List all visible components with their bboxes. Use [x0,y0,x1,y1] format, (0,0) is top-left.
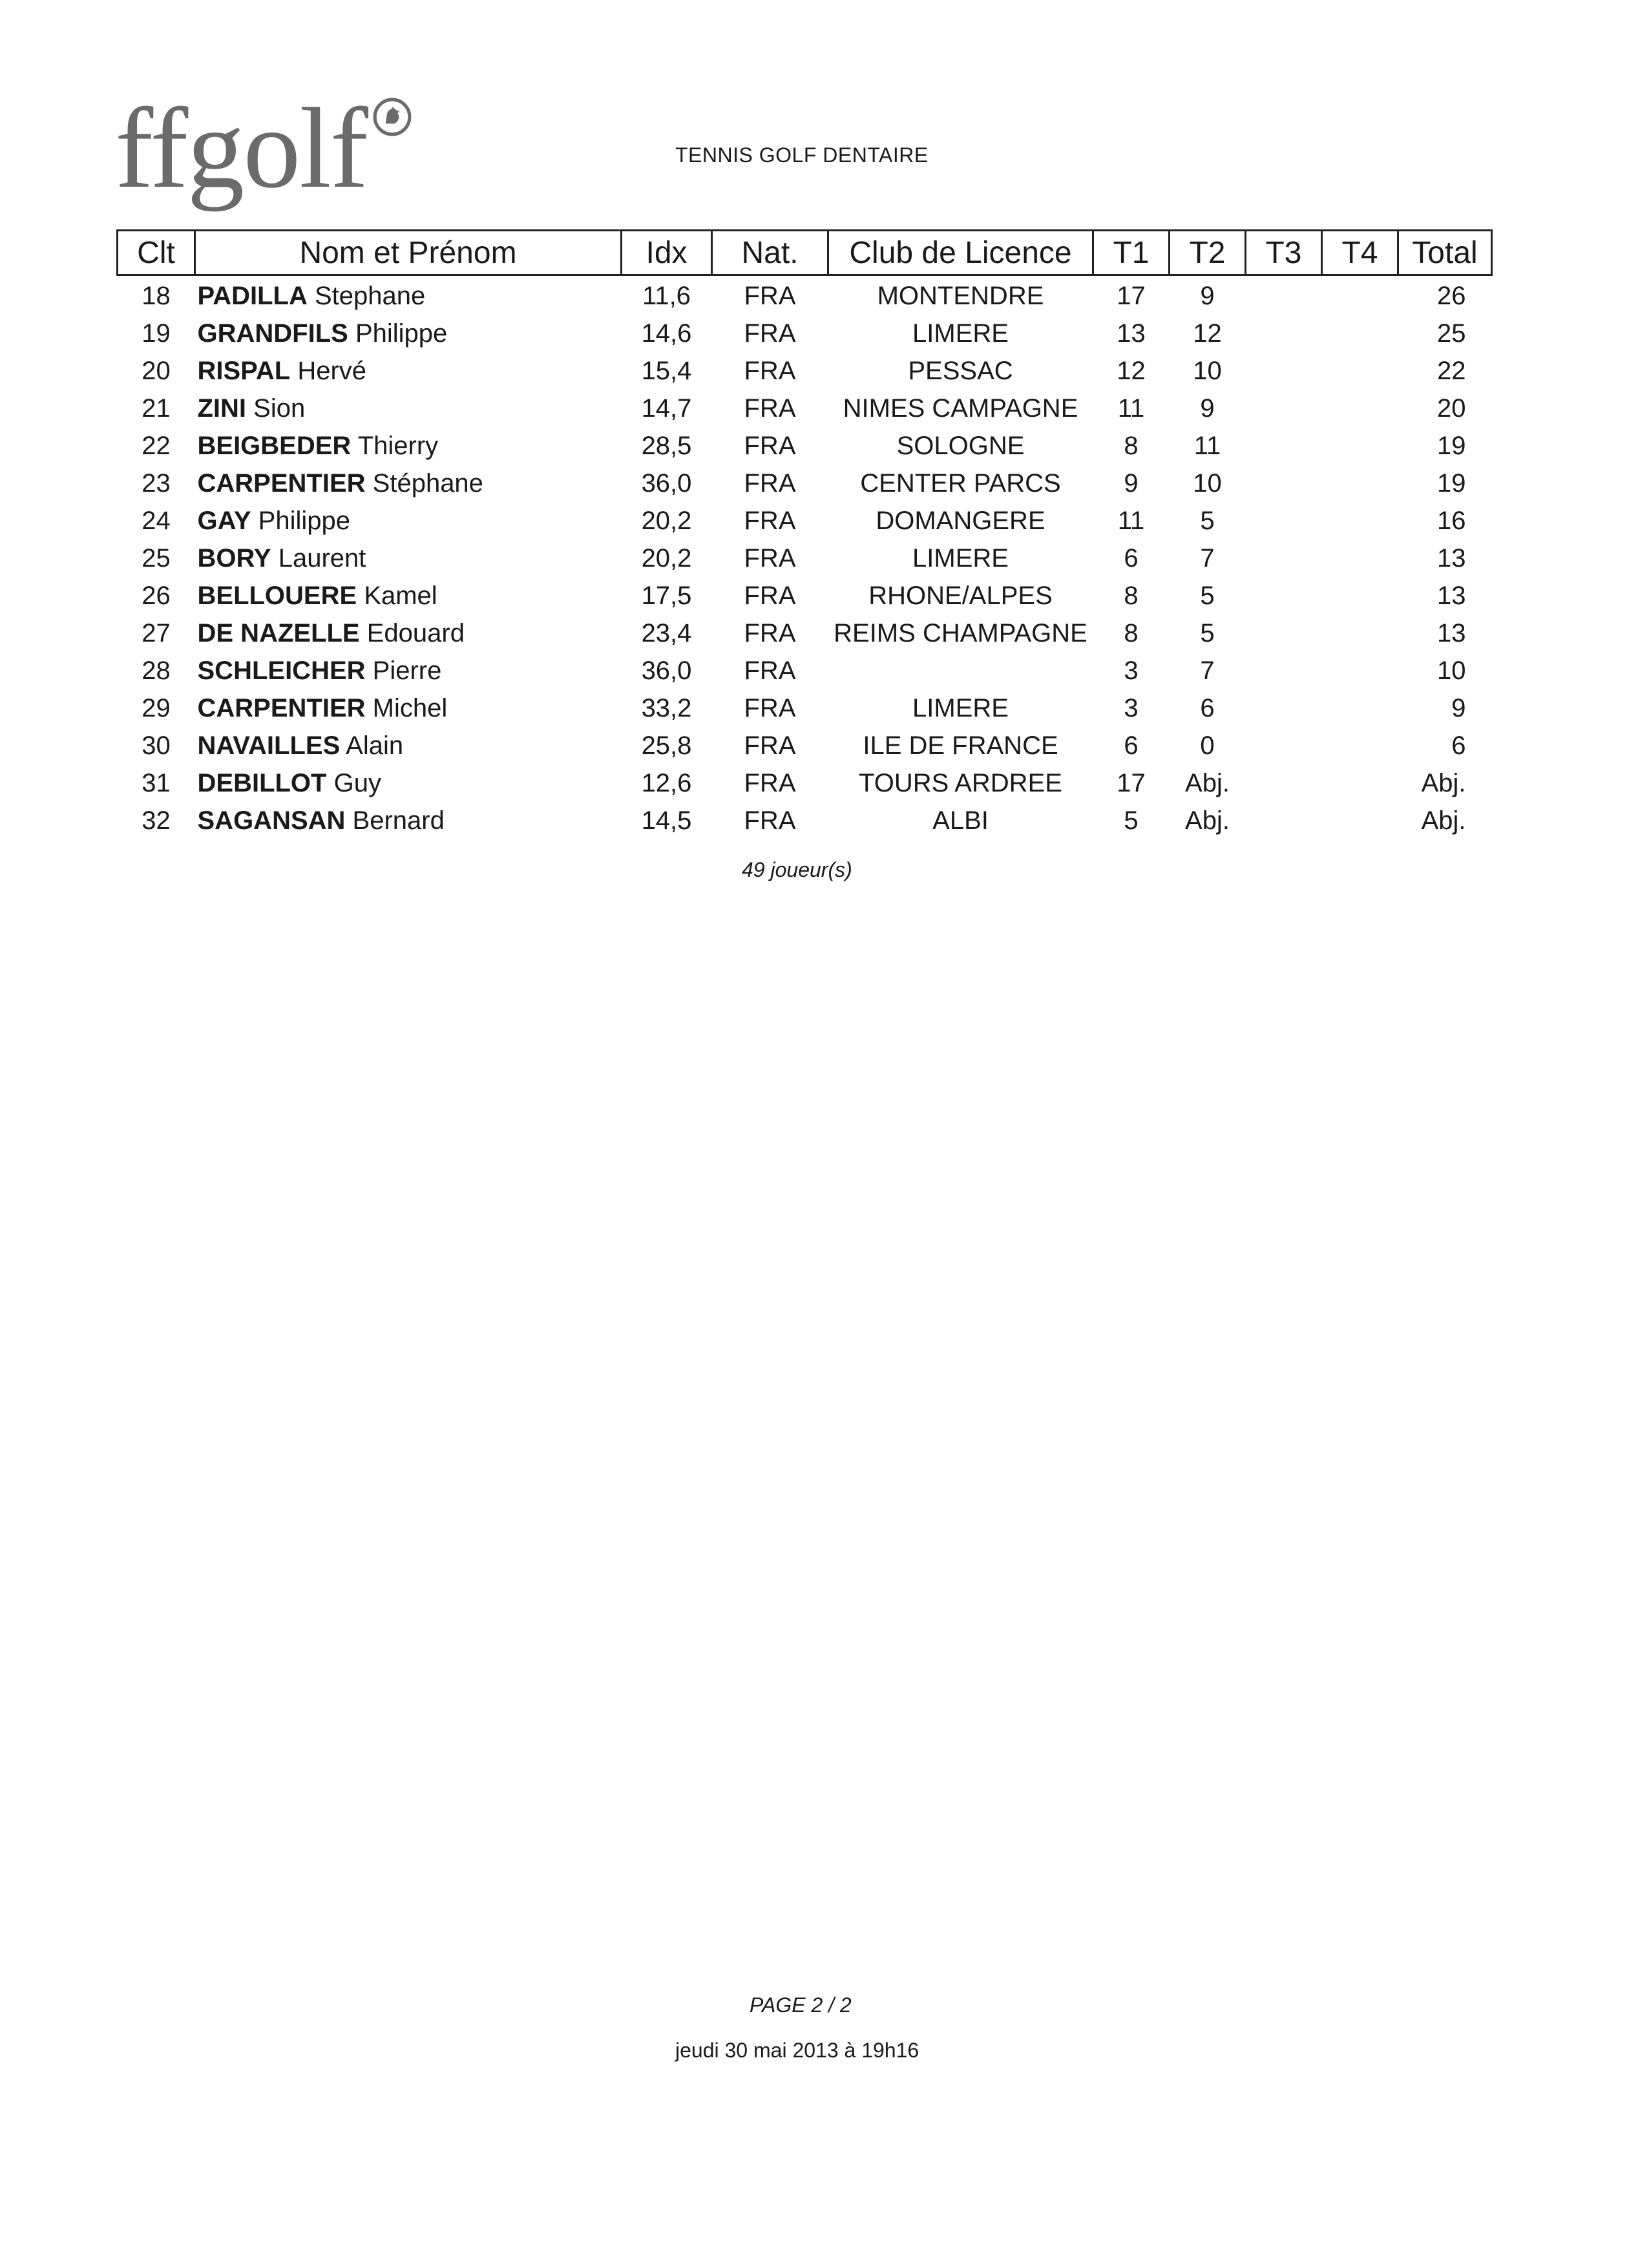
cell-nat: FRA [744,731,796,760]
cell-t4 [1322,275,1398,315]
cell-club: LIMERE [912,543,1009,572]
last-name: RISPAL [197,356,291,385]
last-name: BEIGBEDER [197,431,352,460]
first-name: Thierry [357,431,439,460]
cell-clt: 20 [142,356,171,385]
cell-nat: FRA [744,394,796,423]
cell-total: 20 [1437,394,1466,423]
cell-name [195,727,622,764]
first-name: Stephane [314,281,426,310]
cell-club: ALBI [932,806,989,835]
cell-nat: FRA [744,281,796,310]
header-clt: Clt [118,231,195,275]
cell-idx: 14,5 [641,806,692,835]
cell-club: PESSAC [908,356,1013,385]
cell-idx: 11,6 [642,281,691,310]
cell-nat: FRA [744,506,796,535]
cell-idx: 36,0 [641,656,692,685]
cell-t1: 5 [1124,806,1139,835]
last-name: BORY [197,543,271,572]
header-t2: T2 [1170,231,1246,275]
cell-idx: 20,2 [641,506,692,535]
last-name: DE NAZELLE [197,618,360,647]
table-row [118,540,1492,577]
cell-t2: 7 [1200,543,1215,572]
cell-t3 [1246,465,1322,502]
cell-total: 16 [1437,506,1466,535]
cell-clt: 31 [142,768,171,797]
cell-t3 [1246,502,1322,540]
cell-clt: 19 [142,319,171,348]
cell-idx: 12,6 [641,768,692,797]
cell-name [195,577,622,614]
table-row [118,465,1492,502]
cell-t2: 11 [1193,431,1221,460]
table-row [118,315,1492,352]
cell-total: 25 [1437,319,1466,348]
last-name: ZINI [197,394,247,423]
first-name: Pierre [372,656,442,685]
cell-name [195,390,622,427]
first-name: Sion [253,394,306,423]
cell-t1: 6 [1124,731,1139,760]
cell-t2: Abj. [1185,768,1230,797]
cell-name [195,614,622,652]
cell-t3 [1246,614,1322,652]
first-name: Bernard [352,806,445,835]
cell-t4 [1322,465,1398,502]
cell-total: Abj. [1421,806,1466,835]
table-row [118,727,1492,764]
cell-name [195,352,622,390]
cell-name [195,427,622,465]
header-total: Total [1398,231,1492,275]
cell-name [195,802,622,839]
cell-club [828,652,1093,689]
cell-t3 [1246,764,1322,802]
cell-total: 6 [1451,731,1466,760]
cell-t3 [1246,577,1322,614]
cell-club: ILE DE FRANCE [863,731,1058,760]
cell-total: 13 [1437,581,1466,610]
last-name: BELLOUERE [197,581,357,610]
first-name: Alain [346,731,404,760]
registered-rooster-icon [372,97,412,137]
cell-idx: 15,4 [641,356,692,385]
cell-t3 [1246,652,1322,689]
cell-club: DOMANGERE [876,506,1045,535]
cell-name [195,465,622,502]
cell-t4 [1322,315,1398,352]
table-row [118,390,1492,427]
cell-club: LIMERE [912,319,1009,348]
cell-club: SOLOGNE [896,431,1025,460]
first-name: Guy [333,768,381,797]
event-title: TENNIS GOLF DENTAIRE [675,143,929,167]
cell-t3 [1246,427,1322,465]
cell-t2: 12 [1193,319,1222,348]
cell-t4 [1322,577,1398,614]
cell-name [195,315,622,352]
cell-t1: 11 [1117,394,1145,423]
cell-club: MONTENDRE [877,281,1044,310]
last-name: PADILLA [197,281,308,310]
cell-clt: 24 [142,506,171,535]
cell-name [195,502,622,540]
cell-t1: 17 [1117,768,1146,797]
table-row [118,502,1492,540]
cell-t2: 5 [1200,581,1215,610]
cell-clt: 32 [142,806,171,835]
page-number: PAGE 2 / 2 [750,1993,852,2017]
cell-total: 26 [1437,281,1466,310]
cell-t2: 9 [1200,394,1215,423]
last-name: SCHLEICHER [197,656,366,685]
last-name: SAGANSAN [197,806,346,835]
cell-name [195,764,622,802]
table-header-row [118,231,1492,275]
first-name: Philippe [258,506,350,535]
cell-t1: 12 [1117,356,1146,385]
cell-t3 [1246,275,1322,315]
cell-t4 [1322,689,1398,727]
cell-t1: 8 [1124,581,1139,610]
cell-clt: 30 [142,731,171,760]
cell-total: 10 [1437,656,1466,685]
cell-t4 [1322,427,1398,465]
table-row [118,802,1492,839]
cell-t1: 3 [1124,656,1139,685]
cell-t2: 5 [1200,506,1215,535]
cell-idx: 36,0 [641,468,692,498]
cell-nat: FRA [744,356,796,385]
cell-clt: 29 [142,693,171,722]
cell-nat: FRA [744,693,796,722]
cell-t3 [1246,802,1322,839]
cell-t1: 9 [1124,468,1139,498]
cell-t4 [1322,764,1398,802]
cell-idx: 14,6 [641,319,692,348]
cell-t2: 7 [1200,656,1215,685]
last-name: NAVAILLES [197,731,341,760]
cell-name [195,540,622,577]
table-row [118,577,1492,614]
cell-idx: 23,4 [641,618,692,647]
cell-nat: FRA [744,468,796,498]
cell-club: NIMES CAMPAGNE [843,394,1078,423]
cell-total: 19 [1437,468,1466,498]
cell-name [195,275,622,315]
cell-t4 [1322,614,1398,652]
cell-t2: 6 [1200,693,1215,722]
table-row [118,275,1492,315]
cell-t2: 5 [1200,618,1215,647]
cell-total: 13 [1437,618,1466,647]
table-row [118,652,1492,689]
cell-t2: 10 [1193,356,1222,385]
cell-clt: 18 [142,281,171,310]
cell-total: 13 [1437,543,1466,572]
cell-nat: FRA [744,543,796,572]
cell-clt: 25 [142,543,171,572]
cell-nat: FRA [744,768,796,797]
header-idx: Idx [622,231,712,275]
cell-club: CENTER PARCS [860,468,1061,498]
cell-idx: 25,8 [641,731,692,760]
ffgolf-logo [115,84,412,212]
cell-t1: 8 [1124,618,1139,647]
first-name: Kamel [364,581,437,610]
first-name: Philippe [355,319,448,348]
logo-wordmark: ffgolf [115,84,368,212]
cell-nat: FRA [744,656,796,685]
results-table [116,229,1493,839]
cell-clt: 23 [142,468,171,498]
cell-t1: 13 [1117,319,1146,348]
cell-t1: 6 [1124,543,1139,572]
cell-idx: 20,2 [641,543,692,572]
first-name: Stéphane [372,468,483,498]
cell-clt: 27 [142,618,171,647]
header-t1: T1 [1093,231,1170,275]
cell-t3 [1246,390,1322,427]
header-t3: T3 [1246,231,1322,275]
cell-idx: 14,7 [641,394,692,423]
last-name: DEBILLOT [197,768,327,797]
cell-idx: 33,2 [641,693,692,722]
cell-total: 19 [1437,431,1466,460]
first-name: Edouard [366,618,465,647]
last-name: GAY [197,506,251,535]
header-name: Nom et Prénom [195,231,622,275]
cell-t3 [1246,540,1322,577]
cell-t2: 10 [1193,468,1222,498]
cell-nat: FRA [744,806,796,835]
cell-idx: 17,5 [641,581,692,610]
table-row [118,764,1492,802]
cell-t1: 8 [1124,431,1139,460]
first-name: Laurent [278,543,366,572]
cell-nat: FRA [744,618,796,647]
cell-total: 9 [1451,693,1466,722]
cell-t4 [1322,540,1398,577]
cell-t4 [1322,652,1398,689]
cell-t2: Abj. [1185,806,1230,835]
cell-nat: FRA [744,319,796,348]
cell-club: LIMERE [912,693,1009,722]
table-row [118,352,1492,390]
cell-t4 [1322,390,1398,427]
header-nat: Nat. [712,231,828,275]
cell-t3 [1246,727,1322,764]
cell-name [195,652,622,689]
cell-t3 [1246,315,1322,352]
cell-club: TOURS ARDREE [859,768,1062,797]
cell-t2: 0 [1200,731,1215,760]
table-row [118,427,1492,465]
table-row [118,614,1492,652]
cell-t4 [1322,727,1398,764]
cell-clt: 21 [142,394,171,423]
header-t4: T4 [1322,231,1398,275]
header-club: Club de Licence [828,231,1093,275]
cell-nat: FRA [744,581,796,610]
last-name: CARPENTIER [197,468,366,498]
cell-t4 [1322,352,1398,390]
cell-nat: FRA [744,431,796,460]
cell-total: Abj. [1421,768,1466,797]
cell-t1: 3 [1124,693,1139,722]
cell-club: RHONE/ALPES [868,581,1053,610]
cell-clt: 26 [142,581,171,610]
print-date: jeudi 30 mai 2013 à 19h16 [675,2039,919,2062]
table-row [118,689,1492,727]
last-name: GRANDFILS [197,319,348,348]
cell-clt: 22 [142,431,171,460]
cell-t3 [1246,689,1322,727]
first-name: Hervé [297,356,367,385]
players-count: 49 joueur(s) [742,858,852,881]
first-name: Michel [372,693,448,722]
cell-club: REIMS CHAMPAGNE [834,618,1087,647]
cell-t4 [1322,502,1398,540]
cell-t4 [1322,802,1398,839]
cell-t3 [1246,352,1322,390]
cell-t1: 11 [1117,506,1145,535]
last-name: CARPENTIER [197,693,366,722]
cell-idx: 28,5 [641,431,692,460]
cell-t2: 9 [1200,281,1215,310]
cell-clt: 28 [142,656,171,685]
cell-total: 22 [1437,356,1466,385]
cell-t1: 17 [1117,281,1146,310]
cell-name [195,689,622,727]
